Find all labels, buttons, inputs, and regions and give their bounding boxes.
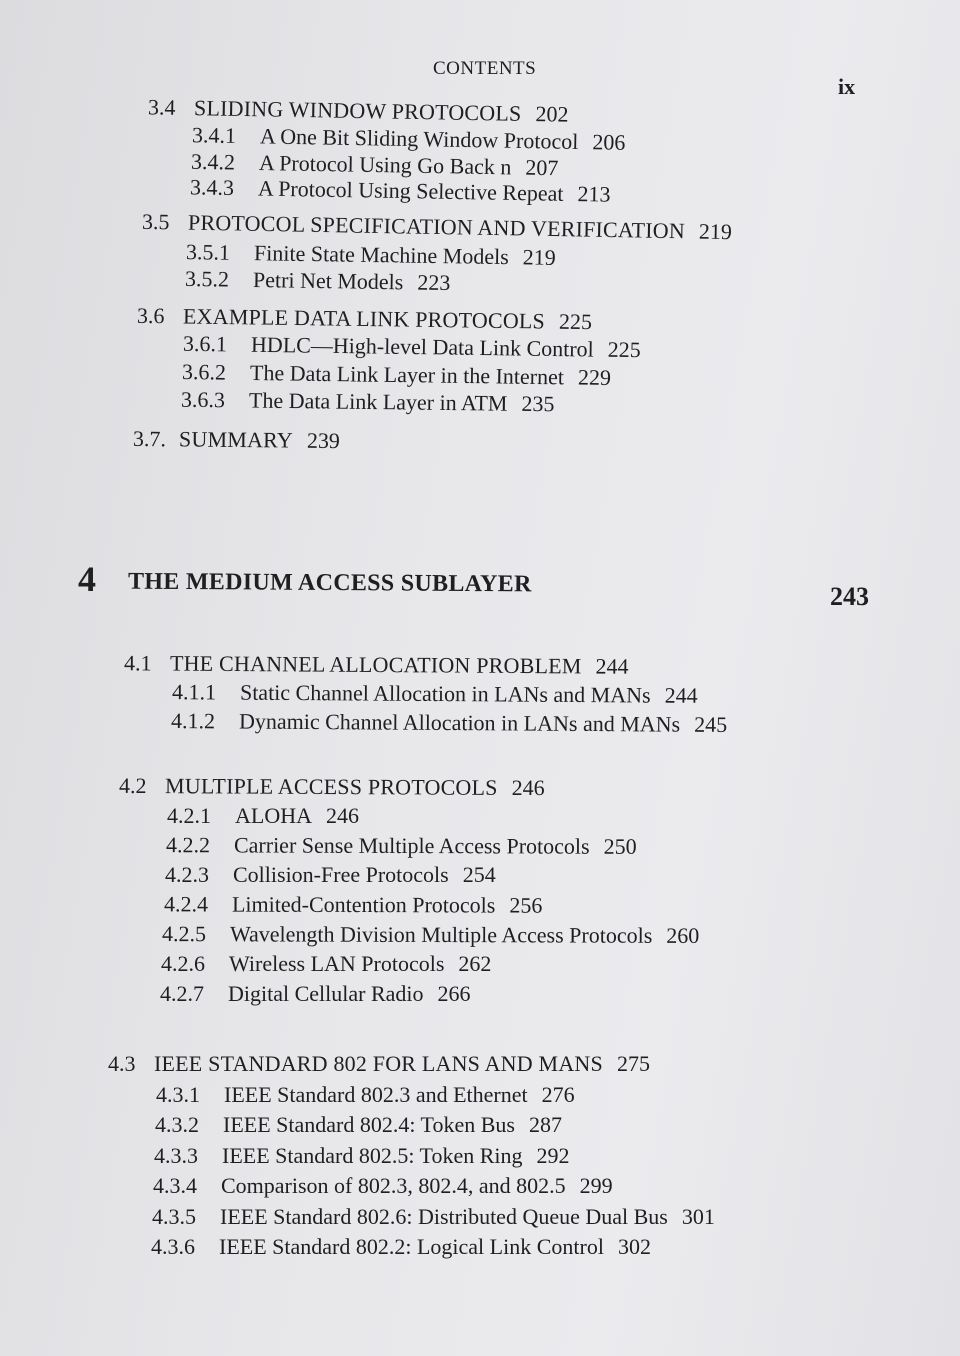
entry-page: 299 bbox=[579, 1173, 613, 1198]
toc-entry-3-6-1 bbox=[183, 331, 641, 363]
entry-number: 4.2.4 bbox=[163, 891, 209, 917]
entry-number: 3.7. bbox=[132, 425, 167, 452]
entry-title: ALOHA bbox=[235, 803, 312, 828]
entry-number: 4.2.5 bbox=[161, 921, 207, 947]
entry-number: 3.4.3 bbox=[189, 174, 235, 201]
entry-page: 202 bbox=[535, 101, 569, 127]
entry-number: 3.4.2 bbox=[190, 148, 236, 175]
entry-number: 4.2.6 bbox=[161, 951, 205, 976]
entry-title: Finite State Machine Models bbox=[253, 240, 509, 270]
entry-page: 219 bbox=[522, 244, 556, 270]
entry-title: THE CHANNEL ALLOCATION PROBLEM bbox=[169, 650, 582, 679]
toc-entry-4-3 bbox=[108, 1051, 650, 1077]
entry-number: 4.3 bbox=[108, 1051, 136, 1076]
entry-number: 4.1.2 bbox=[170, 708, 216, 734]
entry-page: 276 bbox=[541, 1082, 575, 1107]
entry-title: A Protocol Using Selective Repeat bbox=[257, 175, 564, 206]
chapter-title: THE MEDIUM ACCESS SUBLAYER bbox=[127, 568, 532, 598]
entry-page: 213 bbox=[577, 181, 611, 207]
entry-number: 4.3.2 bbox=[155, 1112, 199, 1137]
entry-number: 3.4 bbox=[147, 94, 176, 120]
entry-page: 235 bbox=[521, 390, 555, 417]
entry-page: 275 bbox=[616, 1051, 650, 1076]
toc-entry-4-2-3 bbox=[165, 862, 496, 888]
entry-number: 3.6.1 bbox=[182, 330, 228, 357]
entry-title: Limited-Contention Protocols bbox=[231, 891, 496, 918]
toc-entry-3-5-2 bbox=[185, 266, 451, 296]
entry-title: Comparison of 802.3, 802.4, and 802.5 bbox=[221, 1173, 566, 1198]
entry-page: 287 bbox=[528, 1112, 562, 1137]
entry-number: 4.2 bbox=[118, 772, 147, 799]
entry-title: Static Channel Allocation in LANs and MANs bbox=[239, 679, 651, 708]
entry-page: 206 bbox=[592, 129, 626, 155]
toc-entry-4-3-6 bbox=[151, 1234, 651, 1260]
entry-number: 4.3.1 bbox=[156, 1082, 200, 1107]
entry-title: EXAMPLE DATA LINK PROTOCOLS bbox=[182, 303, 546, 334]
entry-page: 246 bbox=[511, 774, 545, 801]
entry-number: 4.3.4 bbox=[153, 1173, 197, 1198]
entry-page: 229 bbox=[577, 364, 612, 390]
toc-entry-4-3-4 bbox=[153, 1173, 613, 1199]
entry-title: IEEE STANDARD 802 FOR LANS AND MANS bbox=[154, 1051, 603, 1076]
entry-number: 3.4.1 bbox=[191, 122, 237, 148]
entry-page: 256 bbox=[509, 892, 543, 918]
entry-title: IEEE Standard 802.5: Token Ring bbox=[222, 1143, 523, 1168]
entry-page: 244 bbox=[595, 653, 629, 679]
toc-entry-3-6-3 bbox=[181, 387, 555, 418]
toc-entry-4-2-5 bbox=[162, 921, 699, 949]
entry-title: IEEE Standard 802.6: Distributed Queue Dual Bus bbox=[220, 1204, 668, 1229]
entry-page: 244 bbox=[664, 682, 698, 708]
entry-number: 3.6 bbox=[136, 302, 165, 329]
entry-title: SUMMARY bbox=[178, 426, 294, 453]
toc-entry-4-3-3 bbox=[154, 1143, 570, 1169]
toc-entry-3-6-2 bbox=[182, 359, 611, 391]
toc-entry-4-3-2 bbox=[155, 1112, 562, 1138]
entry-title: Digital Cellular Radio bbox=[228, 981, 424, 1006]
entry-title: IEEE Standard 802.2: Logical Link Control bbox=[219, 1234, 604, 1259]
entry-title: Carrier Sense Multiple Access Protocols bbox=[233, 832, 590, 859]
toc-entry-4-1-1 bbox=[172, 679, 698, 709]
entry-title: Wireless LAN Protocols bbox=[229, 951, 445, 976]
entry-title: MULTIPLE ACCESS PROTOCOLS bbox=[164, 773, 498, 800]
toc-entry-4-2-6 bbox=[161, 951, 491, 977]
toc-entry-4-2-7 bbox=[160, 981, 471, 1007]
entry-number: 3.6.3 bbox=[180, 386, 226, 413]
toc-entry-4-2-1 bbox=[167, 803, 359, 829]
entry-page: 245 bbox=[694, 711, 728, 737]
toc-entry-4-3-1 bbox=[156, 1082, 575, 1108]
page-number: ix bbox=[838, 74, 856, 99]
entry-page: 302 bbox=[617, 1234, 651, 1259]
entry-page: 262 bbox=[458, 951, 492, 976]
entry-title: IEEE Standard 802.3 and Ethernet bbox=[224, 1082, 528, 1107]
entry-number: 4.1 bbox=[123, 650, 152, 676]
entry-number: 3.5.1 bbox=[185, 239, 231, 265]
entry-title: HDLC—High-level Data Link Control bbox=[250, 331, 594, 362]
running-head: CONTENTS bbox=[433, 58, 537, 79]
toc-entry-4-2-2 bbox=[166, 832, 637, 860]
chapter-number: 4 bbox=[78, 559, 96, 599]
entry-page: 225 bbox=[558, 308, 593, 335]
entry-page: 254 bbox=[462, 862, 496, 887]
entry-title: A One Bit Sliding Window Protocol bbox=[259, 123, 579, 154]
entry-page: 225 bbox=[607, 336, 641, 363]
entry-title: SLIDING WINDOW PROTOCOLS bbox=[193, 95, 522, 126]
entry-number: 4.2.2 bbox=[165, 832, 211, 858]
entry-page: 266 bbox=[437, 981, 471, 1006]
toc-entry-4-1 bbox=[124, 650, 629, 680]
entry-number: 3.5.2 bbox=[184, 265, 230, 292]
entry-page: 292 bbox=[536, 1143, 570, 1168]
toc-entry-4-3-5 bbox=[152, 1204, 715, 1230]
entry-title: Wavelength Division Multiple Access Protocols bbox=[229, 921, 653, 948]
entry-number: 4.2.1 bbox=[167, 803, 211, 828]
entry-title: Petri Net Models bbox=[252, 266, 404, 295]
toc-entry-3-7 bbox=[133, 426, 340, 454]
entry-number: 4.2.7 bbox=[160, 981, 204, 1006]
toc-entry-4-2 bbox=[119, 773, 545, 801]
entry-title: A Protocol Using Go Back n bbox=[258, 149, 512, 180]
entry-page: 223 bbox=[417, 269, 451, 296]
entry-number: 4.3.3 bbox=[154, 1143, 198, 1168]
chapter-page: 243 bbox=[830, 582, 869, 611]
entry-title: Dynamic Channel Allocation in LANs and MANs bbox=[238, 708, 681, 737]
entry-page: 260 bbox=[666, 922, 700, 948]
entry-number: 4.2.3 bbox=[165, 862, 209, 887]
entry-page: 246 bbox=[326, 803, 359, 828]
toc-entry-4-1-2 bbox=[171, 708, 727, 738]
entry-title: PROTOCOL SPECIFICATION AND VERIFICATION bbox=[187, 209, 686, 244]
entry-number: 4.3.6 bbox=[151, 1234, 195, 1259]
entry-page: 207 bbox=[525, 154, 559, 181]
entry-page: 301 bbox=[681, 1204, 715, 1229]
entry-page: 219 bbox=[698, 218, 733, 245]
entry-title: IEEE Standard 802.4: Token Bus bbox=[223, 1112, 515, 1137]
entry-number: 3.6.2 bbox=[181, 359, 227, 385]
entry-number: 3.5 bbox=[141, 208, 170, 235]
entry-title: The Data Link Layer in the Internet bbox=[249, 359, 565, 390]
entry-number: 4.1.1 bbox=[171, 679, 217, 705]
entry-number: 4.3.5 bbox=[152, 1204, 196, 1229]
entry-title: Collision-Free Protocols bbox=[233, 862, 449, 887]
entry-page: 239 bbox=[306, 427, 341, 454]
entry-title: The Data Link Layer in ATM bbox=[248, 387, 508, 416]
entry-page: 250 bbox=[603, 833, 637, 859]
toc-entry-4-2-4 bbox=[164, 891, 542, 918]
